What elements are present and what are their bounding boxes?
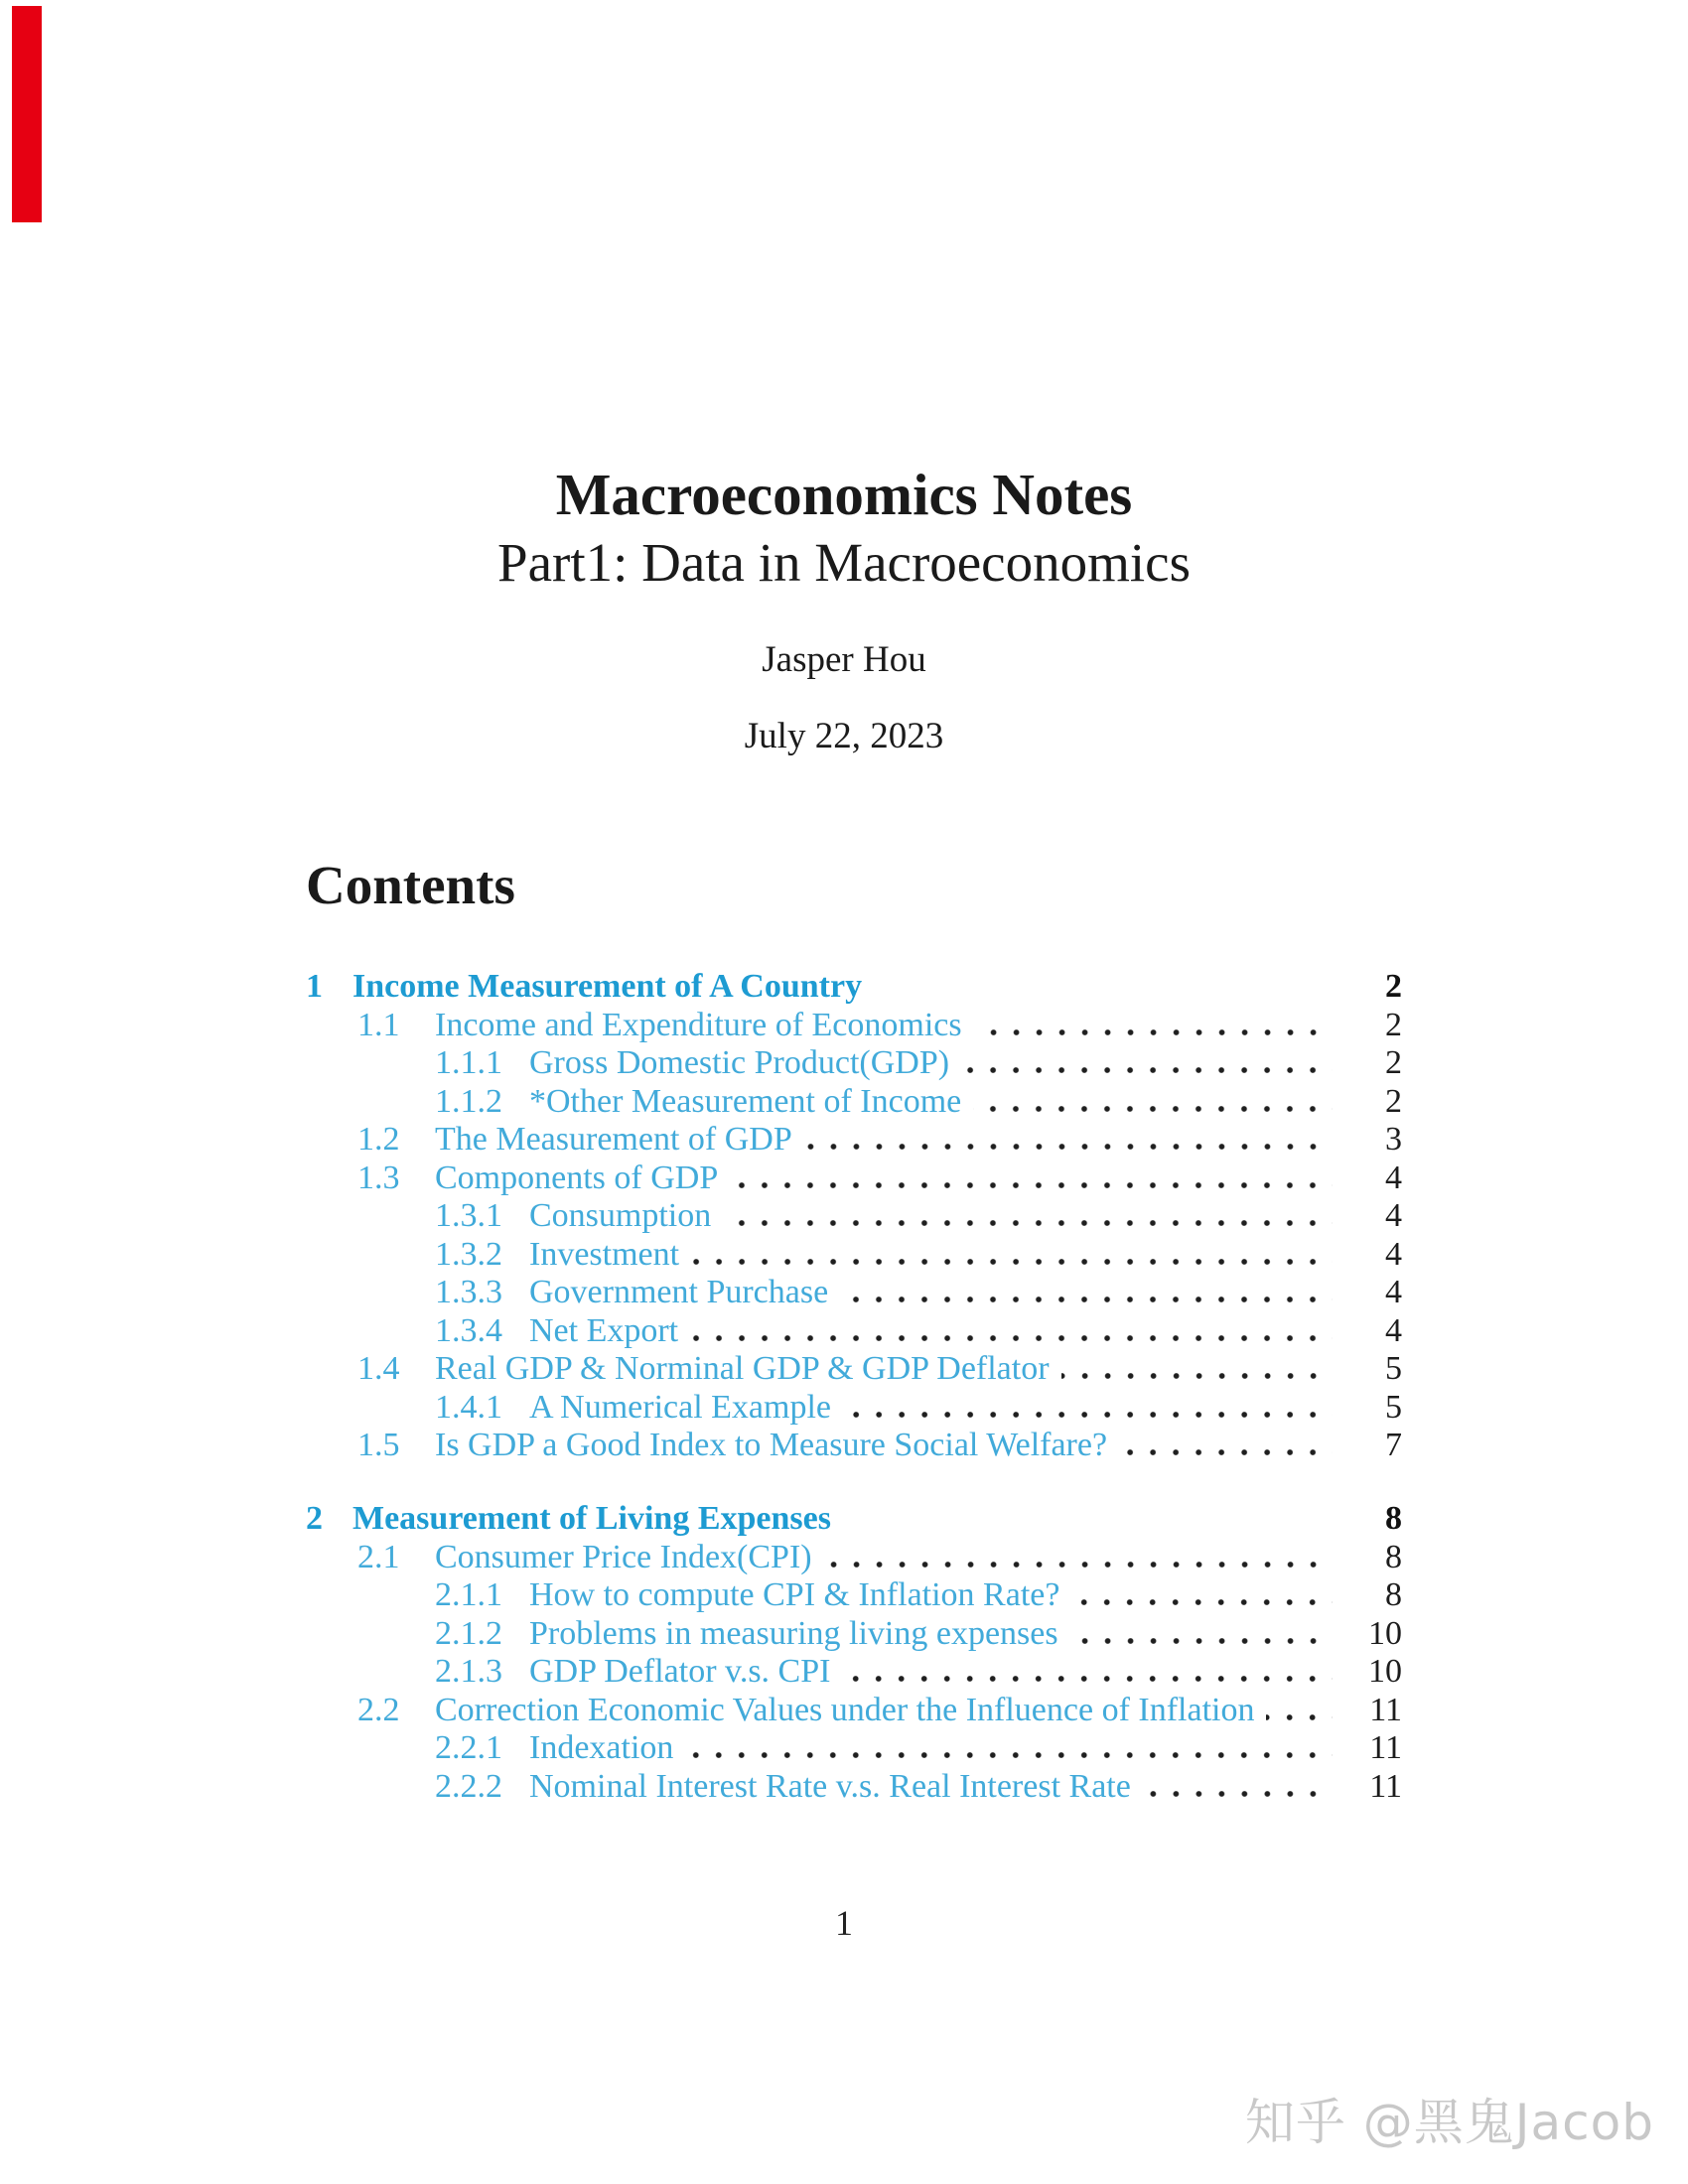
toc-entry-1-3-3[interactable] <box>435 1273 1402 1311</box>
author-name: Jasper Hou <box>762 639 926 680</box>
toc-label[interactable]: Components of GDP <box>435 1160 719 1196</box>
toc-entry-1-3-1[interactable] <box>435 1196 1402 1235</box>
toc-label[interactable]: A Numerical Example <box>529 1389 832 1426</box>
dot-leader <box>840 1296 1333 1304</box>
dot-leader <box>1061 1372 1333 1381</box>
dot-leader <box>974 1028 1333 1037</box>
dot-leader <box>973 1105 1333 1114</box>
toc-label[interactable]: Measurement of Living Expenses <box>352 1500 831 1537</box>
dot-leader <box>1266 1713 1333 1722</box>
toc-number: 2 <box>306 1500 323 1537</box>
toc-number: 1.3.4 <box>435 1312 502 1349</box>
toc-page: 4 <box>1385 1160 1402 1196</box>
toc-number: 1.5 <box>357 1427 400 1463</box>
toc-page: 4 <box>1385 1197 1402 1234</box>
toc-number: 1.1.2 <box>435 1083 502 1120</box>
toc-label[interactable]: Net Export <box>529 1312 679 1349</box>
toc-entry-2-2-1[interactable] <box>435 1728 1402 1767</box>
toc-number: 2.1.3 <box>435 1653 502 1690</box>
toc-number: 1.3.1 <box>435 1197 502 1234</box>
dot-leader <box>730 1181 1333 1190</box>
toc-number: 2.1.1 <box>435 1576 502 1613</box>
toc-number: 2.2.1 <box>435 1729 502 1766</box>
dot-leader <box>842 1675 1333 1684</box>
red-ribbon-marker <box>12 6 42 222</box>
toc-number: 1.1.1 <box>435 1044 502 1081</box>
toc-label[interactable]: Investment <box>529 1236 680 1273</box>
toc-number: 1.4.1 <box>435 1389 502 1426</box>
toc-entry-2-2[interactable] <box>357 1691 1402 1729</box>
zhihu-watermark: 知乎 @黑鬼Jacob <box>1244 2094 1654 2151</box>
toc-entry-1-1[interactable] <box>357 1006 1402 1044</box>
dot-leader <box>723 1219 1333 1228</box>
toc-number: 1.3.2 <box>435 1236 502 1273</box>
toc-entry-2-1[interactable] <box>357 1538 1402 1576</box>
toc-entry-2-1-1[interactable] <box>435 1575 1402 1614</box>
toc-page: 2 <box>1385 1083 1402 1120</box>
toc-page: 5 <box>1385 1389 1402 1426</box>
toc-entry-section-1[interactable] <box>306 967 1402 1006</box>
dot-leader <box>843 1522 1333 1531</box>
toc-entry-1-3-4[interactable] <box>435 1311 1402 1350</box>
toc-page: 5 <box>1385 1350 1402 1387</box>
toc-page: 10 <box>1368 1653 1402 1690</box>
dot-leader <box>1070 1637 1333 1646</box>
document-subtitle: Part1: Data in Macroeconomics <box>497 532 1191 593</box>
dot-leader <box>874 990 1333 999</box>
toc-entry-1-4-1[interactable] <box>435 1388 1402 1427</box>
toc-number: 2.2.2 <box>435 1768 502 1805</box>
toc-number: 1.2 <box>357 1121 400 1158</box>
dot-leader <box>1119 1448 1333 1457</box>
toc-page: 2 <box>1385 1007 1402 1043</box>
toc-number: 2.2 <box>357 1692 400 1728</box>
dot-leader <box>824 1561 1333 1570</box>
toc-entry-2-2-2[interactable] <box>435 1767 1402 1806</box>
toc-label[interactable]: How to compute CPI & Inflation Rate? <box>529 1576 1060 1613</box>
toc-entry-1-4[interactable] <box>357 1349 1402 1388</box>
dot-leader <box>843 1411 1333 1420</box>
toc-entry-1-2[interactable] <box>357 1120 1402 1159</box>
toc-label[interactable]: Correction Economic Values under the Influence of Inflation <box>435 1692 1255 1728</box>
toc-label[interactable]: Is GDP a Good Index to Measure Social Welfare? <box>435 1427 1108 1463</box>
dot-leader <box>690 1334 1333 1343</box>
toc-page: 4 <box>1385 1312 1402 1349</box>
contents-heading: Contents <box>306 855 515 915</box>
toc-page: 11 <box>1369 1692 1402 1728</box>
toc-page: 7 <box>1385 1427 1402 1463</box>
toc-entry-1-3[interactable] <box>357 1159 1402 1197</box>
toc-label[interactable]: Income and Expenditure of Economics <box>435 1007 962 1043</box>
toc-page: 8 <box>1385 1500 1402 1537</box>
toc-label[interactable]: Consumer Price Index(CPI) <box>435 1539 812 1575</box>
toc-number: 1.1 <box>357 1007 400 1043</box>
toc-label[interactable]: The Measurement of GDP <box>435 1121 792 1158</box>
toc-label[interactable]: Gross Domestic Product(GDP) <box>529 1044 950 1081</box>
toc-label[interactable]: Indexation <box>529 1729 674 1766</box>
dot-leader <box>1143 1790 1333 1799</box>
toc-label[interactable]: Consumption <box>529 1197 712 1234</box>
toc-page: 4 <box>1385 1274 1402 1310</box>
toc-number: 2.1.2 <box>435 1615 502 1652</box>
page-number: 1 <box>835 1903 853 1943</box>
dot-leader <box>685 1751 1333 1760</box>
toc-entry-1-1-1[interactable] <box>435 1043 1402 1082</box>
dot-leader <box>1071 1598 1333 1607</box>
toc-number: 1 <box>306 968 323 1005</box>
toc-entry-1-1-2[interactable] <box>435 1082 1402 1121</box>
toc-entry-1-5[interactable] <box>357 1426 1402 1464</box>
document-date: July 22, 2023 <box>744 716 944 756</box>
toc-label[interactable]: *Other Measurement of Income <box>529 1083 962 1120</box>
toc-label[interactable]: Nominal Interest Rate v.s. Real Interest Rate <box>529 1768 1131 1805</box>
toc-page: 2 <box>1385 968 1402 1005</box>
toc-number: 1.4 <box>357 1350 400 1387</box>
toc-page: 11 <box>1369 1729 1402 1766</box>
toc-entry-section-2[interactable] <box>306 1499 1402 1538</box>
toc-label[interactable]: Income Measurement of A Country <box>352 968 863 1005</box>
toc-page: 4 <box>1385 1236 1402 1273</box>
toc-page: 2 <box>1385 1044 1402 1081</box>
toc-label[interactable]: GDP Deflator v.s. CPI <box>529 1653 831 1690</box>
dot-leader <box>804 1143 1333 1152</box>
toc-number: 1.3.3 <box>435 1274 502 1310</box>
toc-page: 8 <box>1385 1576 1402 1613</box>
dot-leader <box>961 1066 1333 1075</box>
document-title: Macroeconomics Notes <box>555 462 1133 527</box>
toc-page: 10 <box>1368 1615 1402 1652</box>
toc-label[interactable]: Government Purchase <box>529 1274 829 1310</box>
toc-label[interactable]: Problems in measuring living expenses <box>529 1615 1058 1652</box>
dot-leader <box>691 1258 1333 1267</box>
toc-number: 1.3 <box>357 1160 400 1196</box>
toc-number: 2.1 <box>357 1539 400 1575</box>
toc-entry-1-3-2[interactable] <box>435 1235 1402 1274</box>
toc-entry-2-1-2[interactable] <box>435 1614 1402 1653</box>
toc-entry-2-1-3[interactable] <box>435 1652 1402 1691</box>
toc-page: 11 <box>1369 1768 1402 1805</box>
toc-label[interactable]: Real GDP & Norminal GDP & GDP Deflator <box>435 1350 1050 1387</box>
toc-page: 3 <box>1385 1121 1402 1158</box>
toc-page: 8 <box>1385 1539 1402 1575</box>
